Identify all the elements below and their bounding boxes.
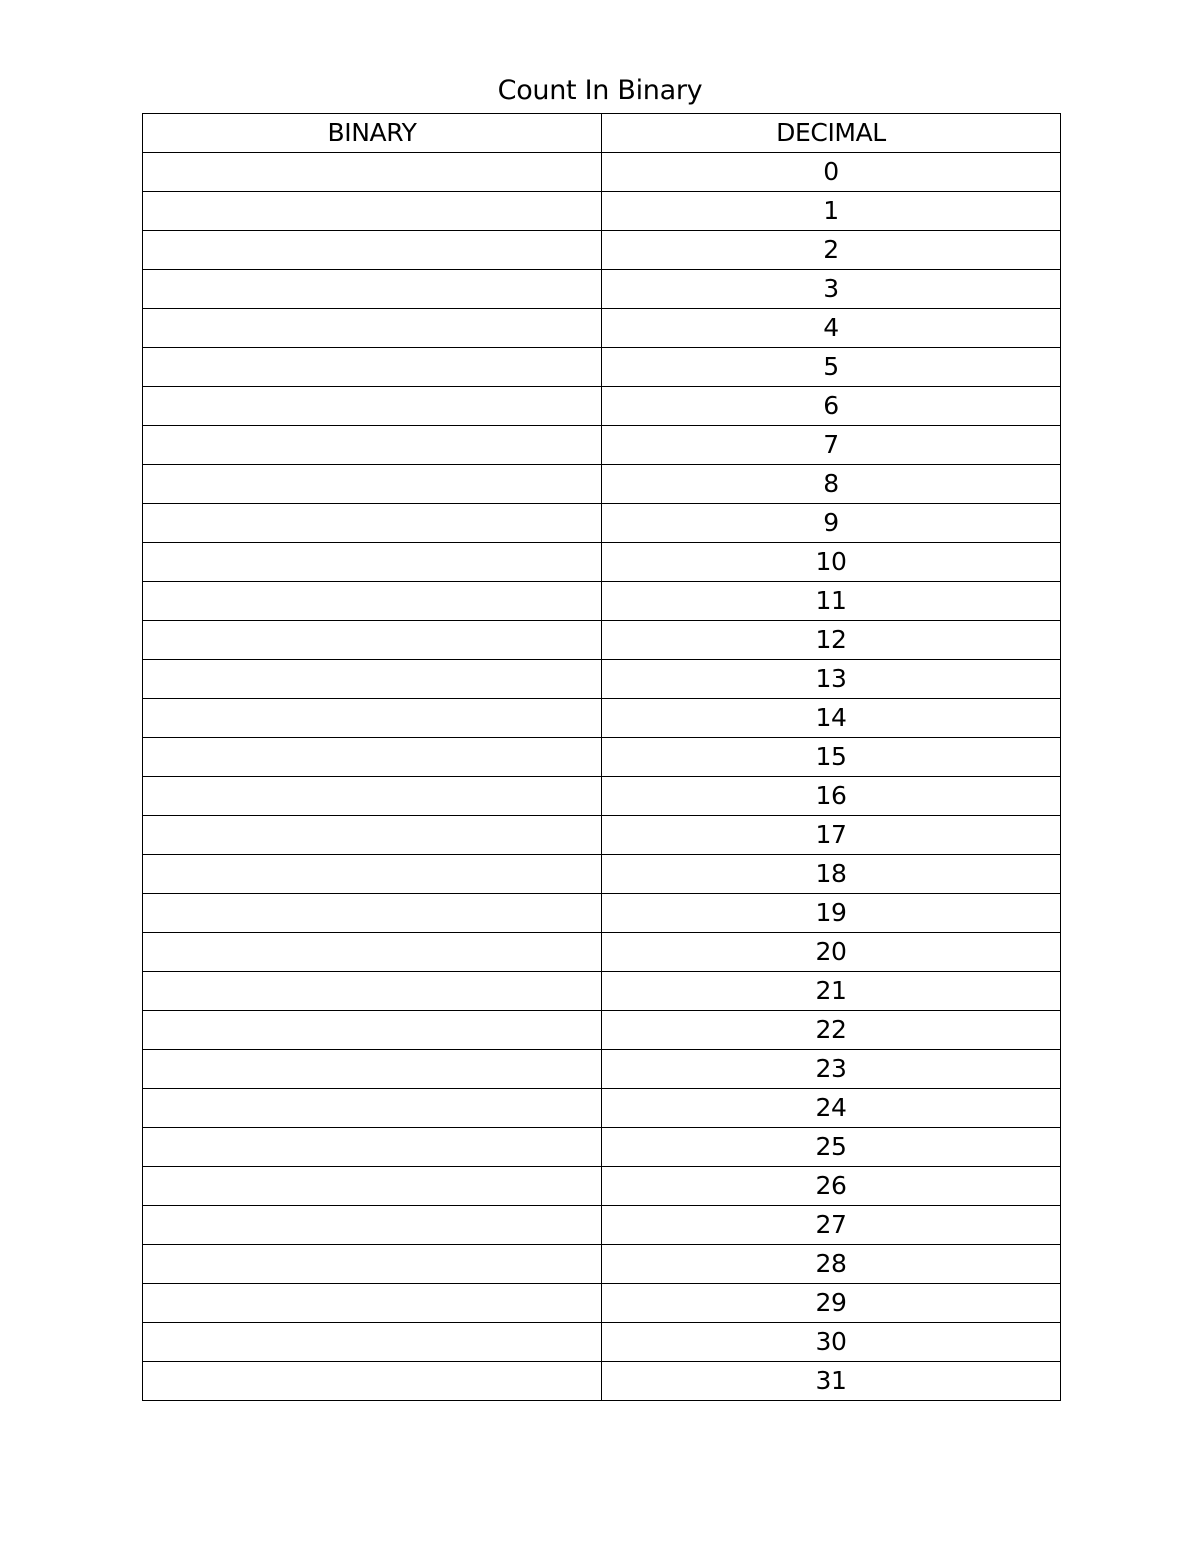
decimal-cell: 24 [602, 1089, 1061, 1128]
decimal-cell: 10 [602, 543, 1061, 582]
table-row [143, 894, 1061, 933]
binary-cell[interactable] [143, 1206, 602, 1245]
table-row [143, 1128, 1061, 1167]
binary-cell[interactable] [143, 1284, 602, 1323]
decimal-cell: 4 [602, 309, 1061, 348]
column-header-decimal: DECIMAL [602, 114, 1061, 153]
binary-cell[interactable] [143, 972, 602, 1011]
table-row [143, 504, 1061, 543]
decimal-cell: 20 [602, 933, 1061, 972]
table-row [143, 465, 1061, 504]
table-row [143, 660, 1061, 699]
column-header-binary: BINARY [143, 114, 602, 153]
decimal-cell: 22 [602, 1011, 1061, 1050]
binary-cell[interactable] [143, 621, 602, 660]
table-row [143, 855, 1061, 894]
table-row [143, 1206, 1061, 1245]
binary-cell[interactable] [143, 1362, 602, 1401]
table-row [143, 738, 1061, 777]
table-row [143, 426, 1061, 465]
decimal-cell: 23 [602, 1050, 1061, 1089]
table-row [143, 1323, 1061, 1362]
binary-cell[interactable] [143, 426, 602, 465]
decimal-cell: 30 [602, 1323, 1061, 1362]
table-row [143, 582, 1061, 621]
binary-cell[interactable] [143, 153, 602, 192]
table-row [143, 1362, 1061, 1401]
binary-cell[interactable] [143, 348, 602, 387]
binary-cell[interactable] [143, 699, 602, 738]
binary-cell[interactable] [143, 387, 602, 426]
binary-cell[interactable] [143, 1323, 602, 1362]
decimal-cell: 15 [602, 738, 1061, 777]
decimal-cell: 28 [602, 1245, 1061, 1284]
table-row [143, 387, 1061, 426]
page-title: Count In Binary [497, 75, 703, 106]
binary-cell[interactable] [143, 582, 602, 621]
table-row [143, 777, 1061, 816]
decimal-cell: 5 [602, 348, 1061, 387]
binary-cell[interactable] [143, 504, 602, 543]
decimal-cell: 8 [602, 465, 1061, 504]
binary-cell[interactable] [143, 1089, 602, 1128]
binary-cell[interactable] [143, 270, 602, 309]
table-row [143, 1050, 1061, 1089]
decimal-cell: 26 [602, 1167, 1061, 1206]
decimal-cell: 17 [602, 816, 1061, 855]
table-row [143, 1284, 1061, 1323]
table-row [143, 192, 1061, 231]
binary-cell[interactable] [143, 816, 602, 855]
decimal-cell: 27 [602, 1206, 1061, 1245]
binary-cell[interactable] [143, 231, 602, 270]
table-row [143, 270, 1061, 309]
table-row [143, 543, 1061, 582]
decimal-cell: 6 [602, 387, 1061, 426]
decimal-cell: 11 [602, 582, 1061, 621]
decimal-cell: 14 [602, 699, 1061, 738]
table-row [143, 309, 1061, 348]
binary-cell[interactable] [143, 192, 602, 231]
binary-cell[interactable] [143, 1050, 602, 1089]
binary-cell[interactable] [143, 855, 602, 894]
decimal-cell: 0 [602, 153, 1061, 192]
binary-cell[interactable] [143, 738, 602, 777]
table-row [143, 153, 1061, 192]
binary-cell[interactable] [143, 777, 602, 816]
binary-cell[interactable] [143, 1245, 602, 1284]
table-row [143, 621, 1061, 660]
decimal-cell: 31 [602, 1362, 1061, 1401]
decimal-cell: 21 [602, 972, 1061, 1011]
binary-cell[interactable] [143, 543, 602, 582]
table-row [143, 1245, 1061, 1284]
table-row [143, 1089, 1061, 1128]
table-row [143, 231, 1061, 270]
decimal-cell: 1 [602, 192, 1061, 231]
binary-cell[interactable] [143, 894, 602, 933]
binary-cell[interactable] [143, 1128, 602, 1167]
table-row [143, 933, 1061, 972]
decimal-cell: 9 [602, 504, 1061, 543]
table-row [143, 699, 1061, 738]
table-header-row [143, 114, 1061, 153]
table-row [143, 972, 1061, 1011]
decimal-cell: 25 [602, 1128, 1061, 1167]
decimal-cell: 2 [602, 231, 1061, 270]
decimal-cell: 3 [602, 270, 1061, 309]
table-row [143, 1011, 1061, 1050]
table-row [143, 1167, 1061, 1206]
table-row [143, 348, 1061, 387]
decimal-cell: 16 [602, 777, 1061, 816]
table-body [143, 153, 1061, 1401]
binary-cell[interactable] [143, 1167, 602, 1206]
table-row [143, 816, 1061, 855]
binary-cell[interactable] [143, 465, 602, 504]
decimal-cell: 12 [602, 621, 1061, 660]
decimal-cell: 18 [602, 855, 1061, 894]
decimal-cell: 13 [602, 660, 1061, 699]
decimal-cell: 7 [602, 426, 1061, 465]
binary-cell[interactable] [143, 660, 602, 699]
decimal-cell: 19 [602, 894, 1061, 933]
binary-cell[interactable] [143, 309, 602, 348]
decimal-cell: 29 [602, 1284, 1061, 1323]
binary-cell[interactable] [143, 1011, 602, 1050]
binary-count-table [142, 113, 1061, 1401]
binary-cell[interactable] [143, 933, 602, 972]
